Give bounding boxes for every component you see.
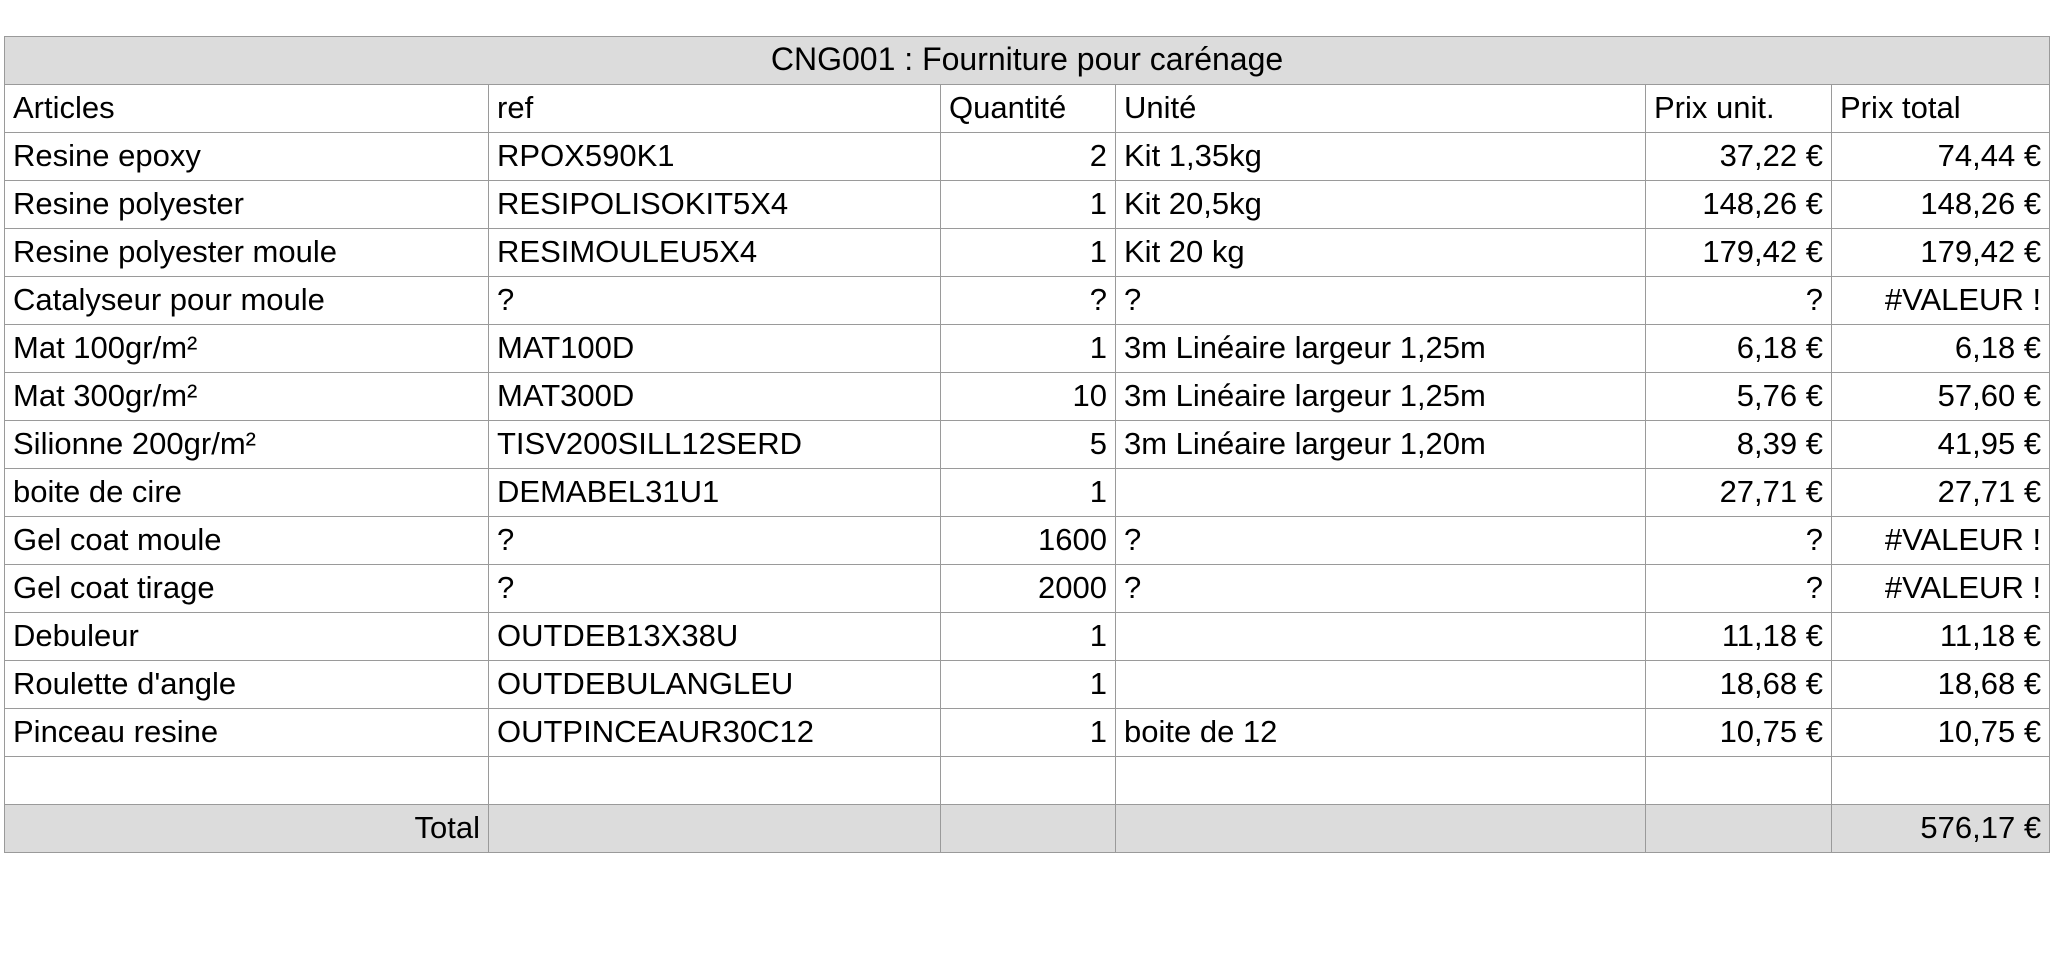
table-row <box>5 517 2050 565</box>
cell-quantite: 5 <box>941 421 1116 469</box>
cell-ref: RPOX590K1 <box>489 133 941 181</box>
table-row <box>5 661 2050 709</box>
cell-prix-unit: ? <box>1646 517 1832 565</box>
cell-prix-total: 74,44 € <box>1832 133 2050 181</box>
total-spacer-unite <box>1116 805 1646 853</box>
table-row <box>5 373 2050 421</box>
cell-quantite: 10 <box>941 373 1116 421</box>
cell-unite: ? <box>1116 565 1646 613</box>
cell-unite: 3m Linéaire largeur 1,20m <box>1116 421 1646 469</box>
total-value: 576,17 € <box>1832 805 2050 853</box>
table-row <box>5 325 2050 373</box>
cell-prix-unit <box>1646 757 1832 805</box>
cell-article: Catalyseur pour moule <box>5 277 489 325</box>
column-header-prix-unit: Prix unit. <box>1646 85 1832 133</box>
cell-ref: MAT300D <box>489 373 941 421</box>
cell-unite <box>1116 757 1646 805</box>
total-spacer-ref <box>489 805 941 853</box>
cell-prix-unit: 11,18 € <box>1646 613 1832 661</box>
cell-prix-total: 41,95 € <box>1832 421 2050 469</box>
column-header-articles: Articles <box>5 85 489 133</box>
cell-prix-total: 11,18 € <box>1832 613 2050 661</box>
total-spacer-prix-unit <box>1646 805 1832 853</box>
cell-prix-total <box>1832 757 2050 805</box>
cell-prix-unit: 5,76 € <box>1646 373 1832 421</box>
cell-article: Resine polyester moule <box>5 229 489 277</box>
table-row <box>5 709 2050 757</box>
cell-ref: ? <box>489 277 941 325</box>
table-header-row <box>5 85 2050 133</box>
cell-article: Mat 300gr/m² <box>5 373 489 421</box>
cell-quantite: ? <box>941 277 1116 325</box>
cell-ref: ? <box>489 565 941 613</box>
total-label: Total <box>5 805 489 853</box>
cell-ref <box>489 757 941 805</box>
cell-unite: 3m Linéaire largeur 1,25m <box>1116 373 1646 421</box>
cell-article: Resine epoxy <box>5 133 489 181</box>
table-row <box>5 229 2050 277</box>
cell-article <box>5 757 489 805</box>
cell-quantite: 2 <box>941 133 1116 181</box>
table-row <box>5 613 2050 661</box>
cell-prix-total: #VALEUR ! <box>1832 277 2050 325</box>
cell-unite: Kit 1,35kg <box>1116 133 1646 181</box>
cell-ref: DEMABEL31U1 <box>489 469 941 517</box>
cell-quantite <box>941 757 1116 805</box>
cell-unite <box>1116 469 1646 517</box>
table-title-row <box>5 37 2050 85</box>
cell-ref: OUTDEB13X38U <box>489 613 941 661</box>
cell-unite <box>1116 613 1646 661</box>
cell-prix-unit: 18,68 € <box>1646 661 1832 709</box>
table-title: CNG001 : Fourniture pour carénage <box>5 37 2050 85</box>
cell-quantite: 1 <box>941 229 1116 277</box>
cell-prix-total: #VALEUR ! <box>1832 565 2050 613</box>
cell-ref: OUTDEBULANGLEU <box>489 661 941 709</box>
cell-quantite: 1 <box>941 709 1116 757</box>
cell-prix-unit: ? <box>1646 277 1832 325</box>
column-header-prix-total: Prix total <box>1832 85 2050 133</box>
cell-unite: boite de 12 <box>1116 709 1646 757</box>
cell-ref: RESIMOULEU5X4 <box>489 229 941 277</box>
cell-ref: RESIPOLISOKIT5X4 <box>489 181 941 229</box>
cell-article: Debuleur <box>5 613 489 661</box>
total-spacer-quantite <box>941 805 1116 853</box>
cell-article: Resine polyester <box>5 181 489 229</box>
cell-prix-unit: 8,39 € <box>1646 421 1832 469</box>
cell-prix-unit: ? <box>1646 565 1832 613</box>
cell-prix-unit: 27,71 € <box>1646 469 1832 517</box>
table-row <box>5 565 2050 613</box>
cell-ref: OUTPINCEAUR30C12 <box>489 709 941 757</box>
table-row <box>5 757 2050 805</box>
cell-quantite: 1 <box>941 661 1116 709</box>
cell-prix-unit: 6,18 € <box>1646 325 1832 373</box>
cell-article: Gel coat moule <box>5 517 489 565</box>
column-header-quantite: Quantité <box>941 85 1116 133</box>
table-row <box>5 421 2050 469</box>
cell-prix-unit: 37,22 € <box>1646 133 1832 181</box>
cell-quantite: 1 <box>941 613 1116 661</box>
cell-unite: 3m Linéaire largeur 1,25m <box>1116 325 1646 373</box>
table-row <box>5 469 2050 517</box>
cell-unite: ? <box>1116 517 1646 565</box>
cell-prix-total: 57,60 € <box>1832 373 2050 421</box>
cell-quantite: 1 <box>941 469 1116 517</box>
total-row <box>5 805 2050 853</box>
table-row <box>5 133 2050 181</box>
cell-article: Gel coat tirage <box>5 565 489 613</box>
cell-ref: MAT100D <box>489 325 941 373</box>
cell-article: Roulette d'angle <box>5 661 489 709</box>
cell-article: Pinceau resine <box>5 709 489 757</box>
cell-article: boite de cire <box>5 469 489 517</box>
cell-prix-total: 18,68 € <box>1832 661 2050 709</box>
cell-unite: ? <box>1116 277 1646 325</box>
cell-prix-total: 6,18 € <box>1832 325 2050 373</box>
cell-ref: ? <box>489 517 941 565</box>
column-header-ref: ref <box>489 85 941 133</box>
cell-quantite: 2000 <box>941 565 1116 613</box>
table-row <box>5 277 2050 325</box>
cell-prix-total: 27,71 € <box>1832 469 2050 517</box>
table-row <box>5 181 2050 229</box>
cell-quantite: 1 <box>941 181 1116 229</box>
cell-prix-unit: 10,75 € <box>1646 709 1832 757</box>
cell-unite: Kit 20,5kg <box>1116 181 1646 229</box>
cell-unite <box>1116 661 1646 709</box>
cell-prix-total: 179,42 € <box>1832 229 2050 277</box>
cell-prix-unit: 179,42 € <box>1646 229 1832 277</box>
cell-article: Silionne 200gr/m² <box>5 421 489 469</box>
cell-quantite: 1600 <box>941 517 1116 565</box>
cell-prix-total: 10,75 € <box>1832 709 2050 757</box>
cell-quantite: 1 <box>941 325 1116 373</box>
cell-prix-unit: 148,26 € <box>1646 181 1832 229</box>
cell-prix-total: 148,26 € <box>1832 181 2050 229</box>
cell-ref: TISV200SILL12SERD <box>489 421 941 469</box>
cell-article: Mat 100gr/m² <box>5 325 489 373</box>
cell-prix-total: #VALEUR ! <box>1832 517 2050 565</box>
cell-unite: Kit 20 kg <box>1116 229 1646 277</box>
supplies-table <box>4 36 2050 853</box>
column-header-unite: Unité <box>1116 85 1646 133</box>
